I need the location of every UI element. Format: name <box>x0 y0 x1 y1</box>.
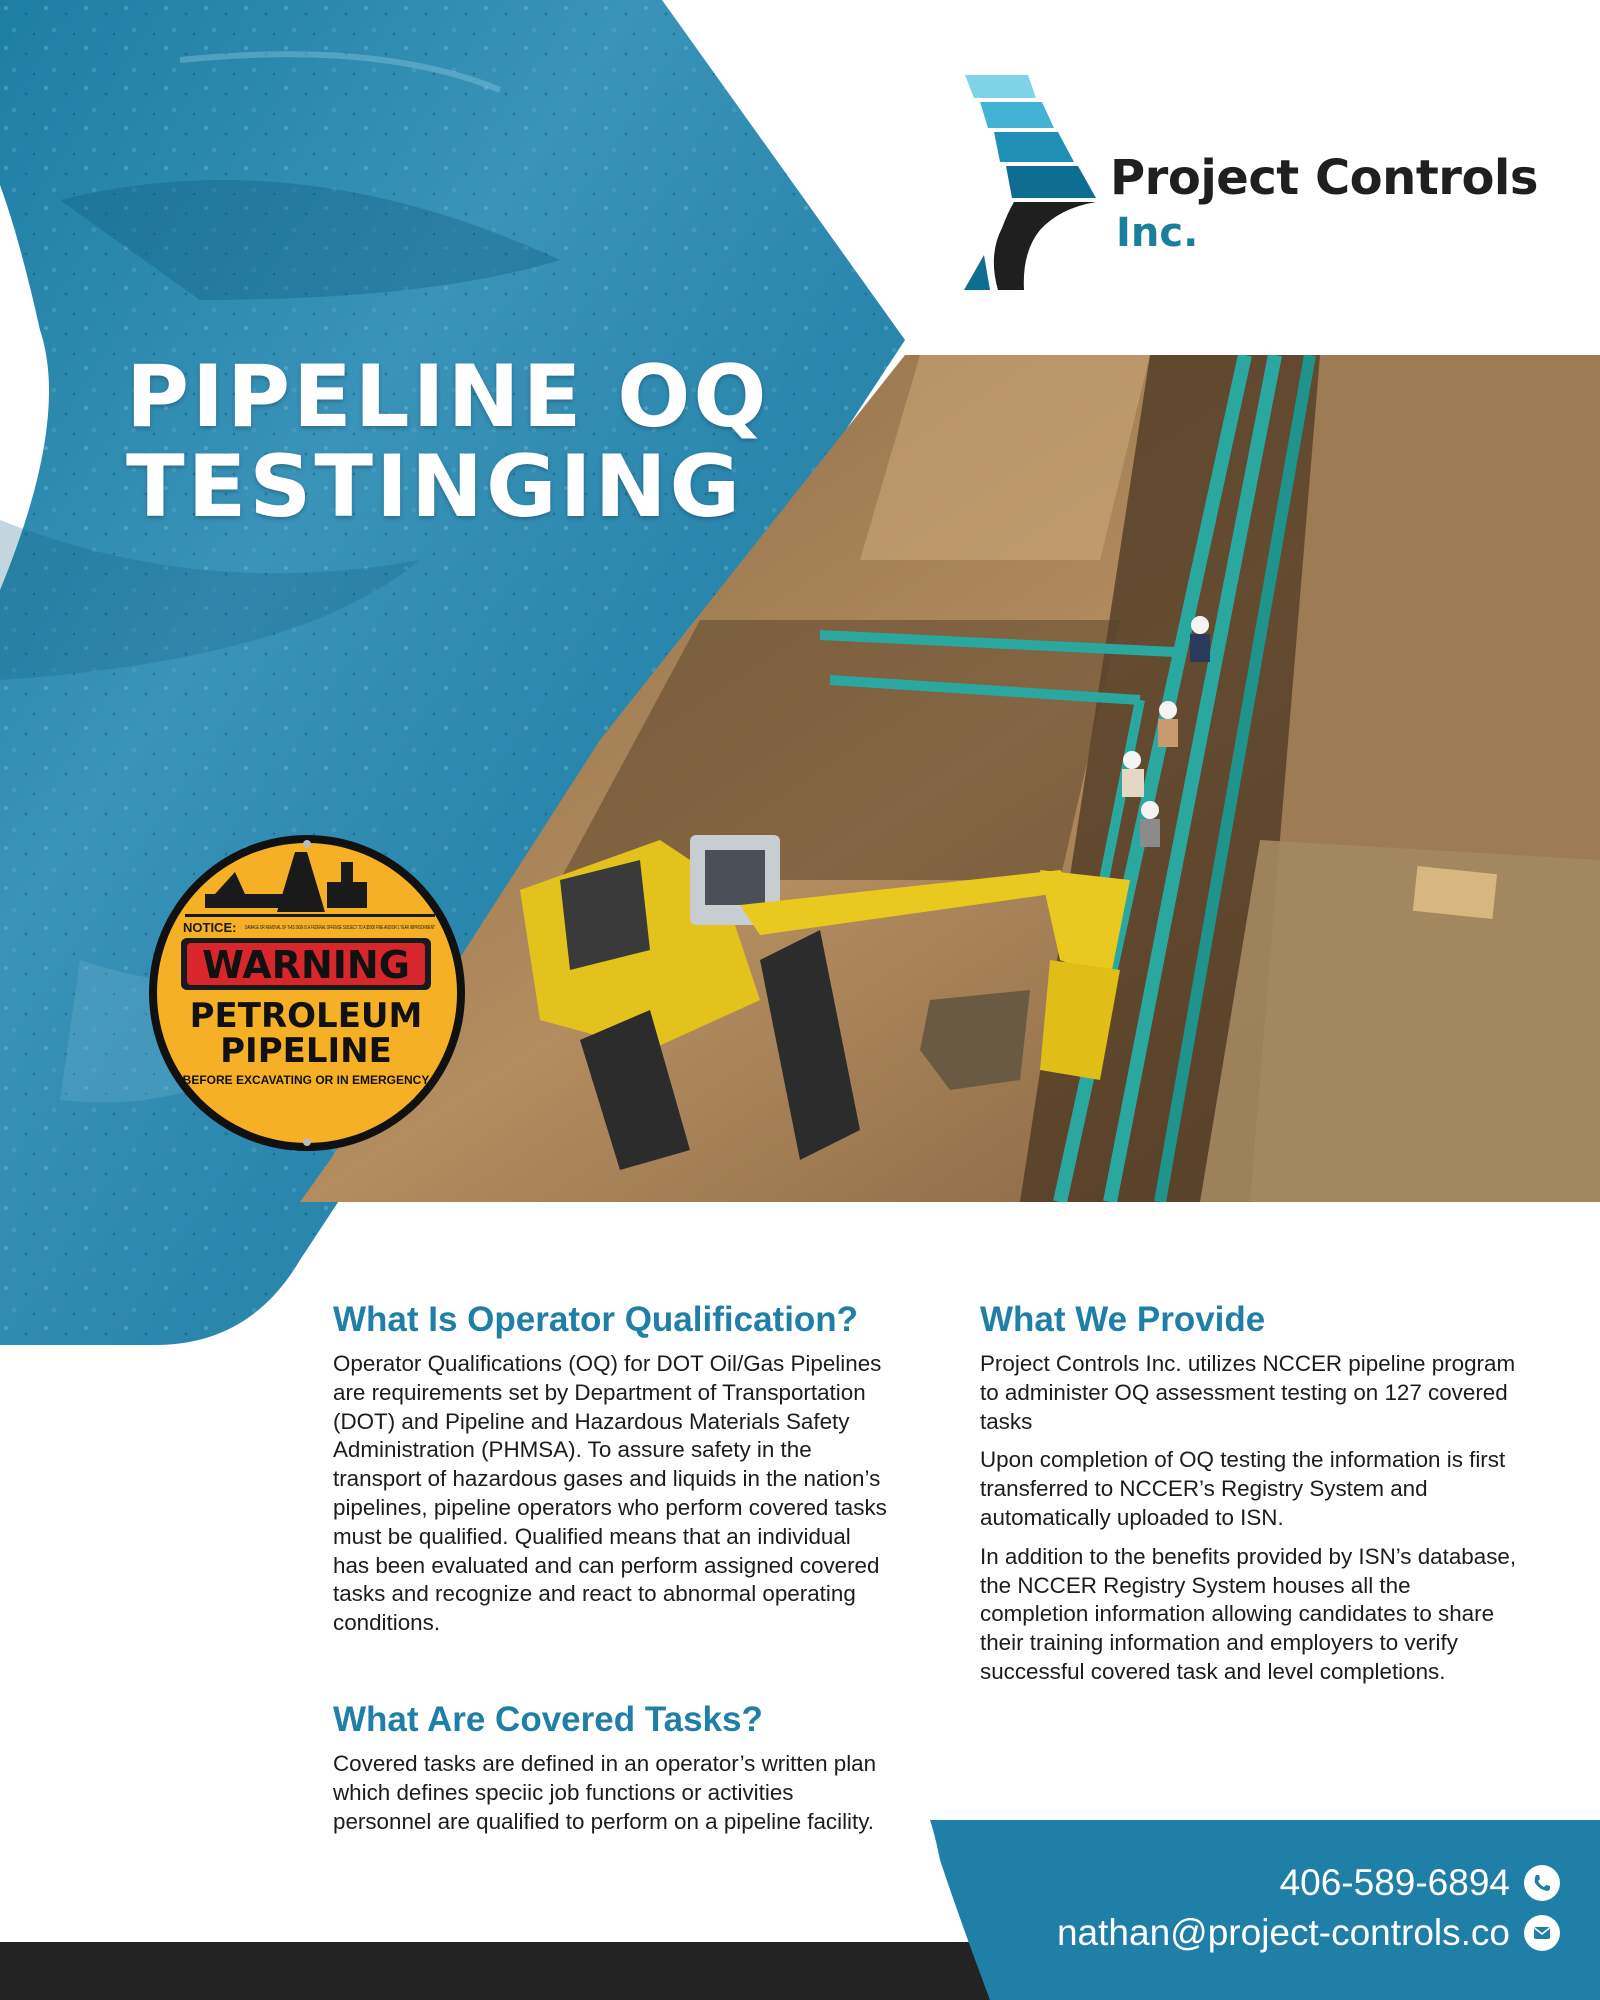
contact-panel <box>930 1820 1600 2000</box>
logo-company-name: Project Controls <box>1110 150 1538 206</box>
provide-paragraph-1: Project Controls Inc. utilizes NCCER pipeline program to administer OQ assessment testing on 127 covered tasks <box>980 1351 1516 1434</box>
logo-company-suffix: Inc. <box>1116 210 1199 256</box>
what-we-provide-title: What We Provide <box>980 1300 1266 1339</box>
sign-bottom-text: BEFORE EXCAVATING OR IN EMERGENCY <box>182 1073 430 1087</box>
covered-tasks-title: What Are Covered Tasks? <box>333 1699 763 1739</box>
hero-title-line-1: PIPELINE OQ <box>126 347 770 447</box>
sign-warning-text: WARNING <box>202 943 410 987</box>
sign-notice-small: DAMAGE OR REMOVAL OF THIS SIGN IS A FEDERAL OFFENSE SUBJECT TO A $5000 FINE AND/OR 1 YEAR IMPRISONMENT <box>245 925 436 931</box>
contact-phone[interactable] <box>1280 1862 1560 1904</box>
sign-notice-label: NOTICE: <box>183 920 237 935</box>
email-icon <box>1524 1915 1560 1951</box>
phone-number[interactable]: 406-589-6894 <box>1279 1862 1510 1903</box>
right-column <box>980 1298 1520 1687</box>
email-address[interactable]: nathan@project-controls.co <box>1056 1912 1510 1953</box>
provide-paragraph-2: Upon completion of OQ testing the information is first transferred to NCCER’s Registry System and automatically uploaded to ISN. <box>980 1447 1506 1530</box>
sign-line-2: PIPELINE <box>220 1031 392 1071</box>
hero-title-line-2: TESTINGING <box>126 437 744 537</box>
covered-tasks-body: Covered tasks are defined in an operator’s written plan which defines speciic job functions or activities personnel are qualified to perform on a pipeline facility. <box>333 1750 877 1834</box>
logo-mark-icon <box>960 70 1100 300</box>
phone-icon <box>1524 1865 1560 1901</box>
sign-line-1: PETROLEUM <box>189 996 423 1036</box>
left-column <box>333 1298 893 1836</box>
hero-title <box>126 347 826 537</box>
company-logo <box>960 70 1538 300</box>
petroleum-pipeline-warning-sign <box>145 832 470 1154</box>
oq-section-body: Operator Qualifications (OQ) for DOT Oil/Gas Pipelines are requirements set by Department of Transportation (DOT) and Pipeline and Hazardous Materials Safety Administration (PHMSA). To assure safety in the transport of hazardous gases and liquids in the nation’s pipelines, pipeline operators who perform covered tasks must be qualified. Qualified means that an individual has been evaluated and can perform assigned covered tasks and recognize and react to abnormal operating conditions. <box>333 1351 887 1636</box>
provide-paragraph-3: In addition to the benefits provided by ISN’s database, the NCCER Registry System houses all the completion information allowing candidates to share their training information and employers to verify successful covered task and level completions. <box>980 1543 1517 1684</box>
oq-section-title: What Is Operator Qualification? <box>333 1300 859 1339</box>
contact-email[interactable] <box>1057 1912 1560 1954</box>
